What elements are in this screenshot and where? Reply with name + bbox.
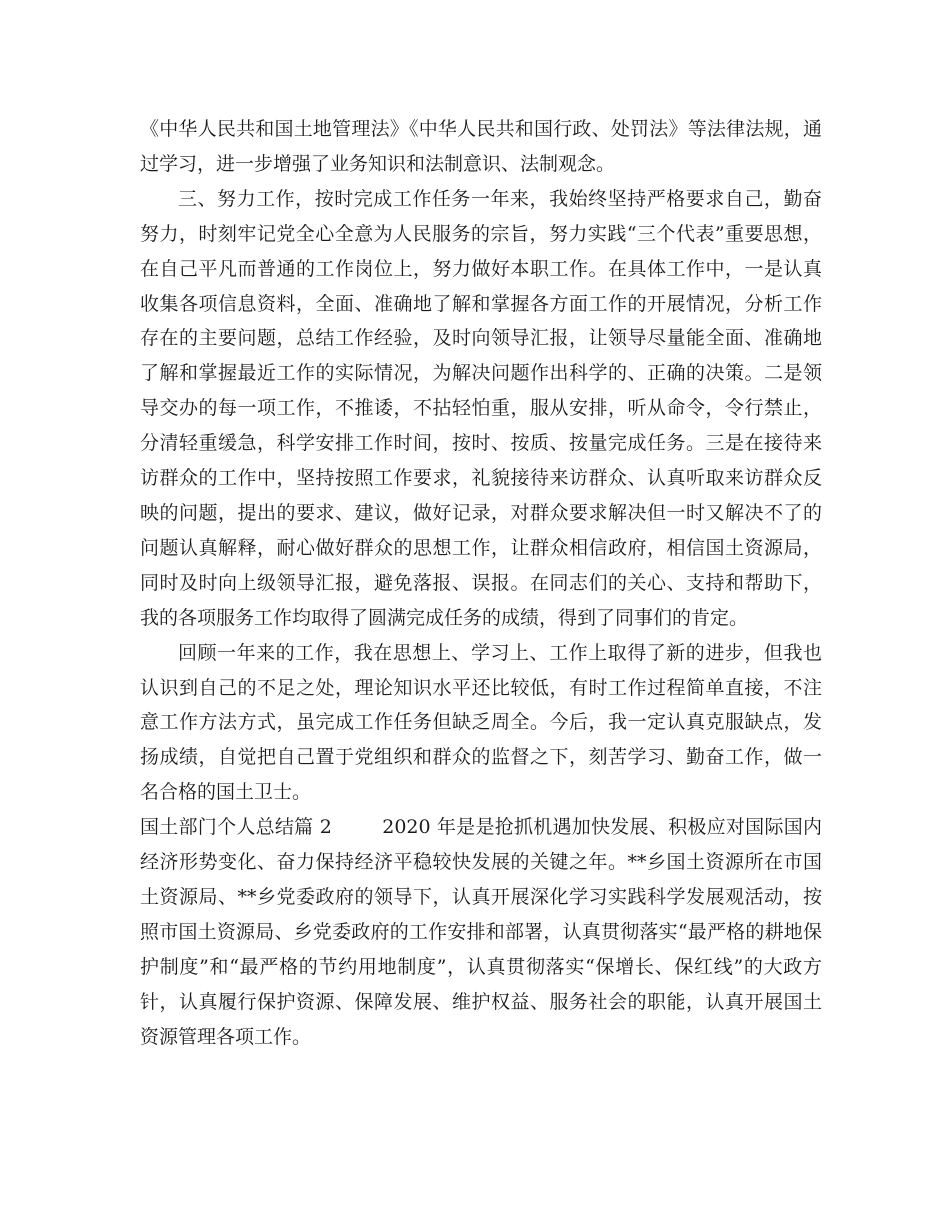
paragraph-review: 回顾一年来的工作，我在思想上、学习上、工作上取得了新的进步，但我也认识到自己的不足之处，理论知识水平还比较低，有时工作过程简单直接，不注意工作方法方式，虽完成工作任务但缺乏周全。今后，我一定认真克服缺点，发扬成绩，自觉把自己置于党组织和群众的监督之下，刻苦学习、勤奋工作，做一名合格的国土卫士。 [140, 641, 822, 804]
paragraph-work-duties: 三、努力工作，按时完成工作任务一年来，我始终坚持严格要求自己，勤奋努力，时刻牢记党全心全意为人民服务的宗旨，努力实践“三个代表”重要思想，在自己平凡而普通的工作岗位上，努力做好本职工作。在具体工作中，一是认真收集各项信息资料，全面、准确地了解和掌握各方面工作的开展情况，分析工作存在的主要问题，总结工作经验，及时向领导汇报，让领导尽量能全面、准确地了解和掌握最近工作的实际情况，为解决问题作出科学的、正确的决策。二是领导交办的每一项工作，不推诿，不拈轻怕重，服从安排，听从命令，令行禁止，分清轻重缓急，科学安排工作时间，按时、按质、按量完成任务。三是在接待来访群众的工作中，坚持按照工作要求，礼貌接待来访群众、认真听取来访群众反映的问题，提出的要求、建议，做好记录，对群众要求解决但一时又解决不了的问题认真解释，耐心做好群众的思想工作，让群众相信政府，相信国土资源局，同时及时向上级领导汇报，避免落报、误报。在同志们的关心、支持和帮助下，我的各项服务工作均取得了圆满完成任务的成绩，得到了同事们的肯定。 [140, 187, 822, 629]
paragraph-summary-2-text: 2020 年是是抢抓机遇加快发展、积极应对国际国内经济形势变化、奋力保持经济平稳较快发展的关键之年。**乡国土资源所在市国土资源局、**乡党委政府的领导下，认真开展深化学习实践科学发展观活动，按照市国土资源局、乡党委政府的工作安排和部署，认真贯彻落实“最严格的耕地保护制度”和“最严格的节约用地制度”，认真贯彻落实“保增长、保红线”的大政方针，认真履行保护资源、保障发展、维护权益、服务社会的职能，认真开展国土资源管理各项工作。 [140, 816, 822, 1048]
paragraph-law-study: 《中华人民共和国土地管理法》《中华人民共和国行政、处罚法》等法律法规，通过学习，进一步增强了业务知识和法制意识、法制观念。 [140, 118, 822, 175]
document-page [140, 112, 822, 1054]
paragraph-summary-2 [140, 810, 822, 1054]
section-heading: 国土部门个人总结篇 2 [140, 816, 332, 839]
heading-gap [332, 816, 382, 838]
